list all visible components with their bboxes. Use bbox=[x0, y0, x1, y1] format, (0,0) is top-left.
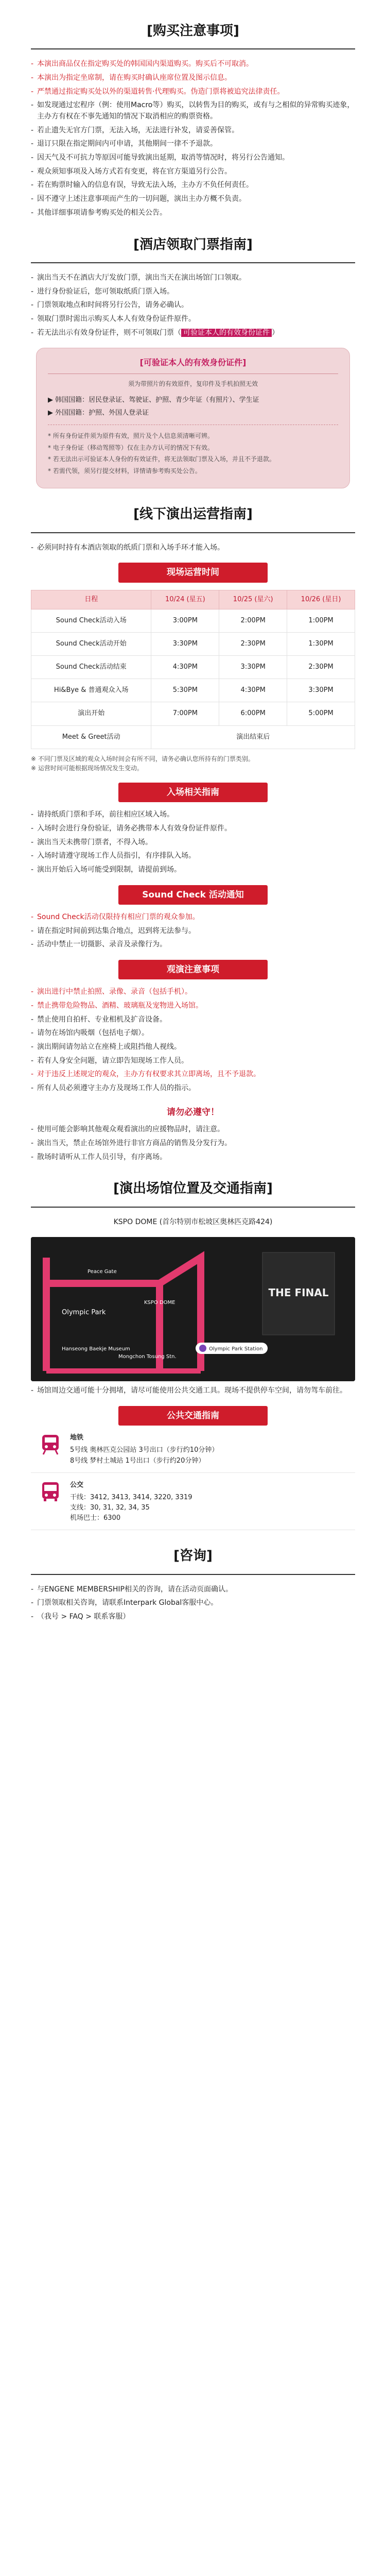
map-label: Hanseong Baekje Museum bbox=[62, 1346, 130, 1352]
section-title-inquiry: [咨询] bbox=[31, 1546, 355, 1574]
bus-icon bbox=[31, 1480, 70, 1503]
purchase-notes-list bbox=[31, 59, 355, 218]
inquiry-item: - 与ENGENE MEMBERSHIP相关的咨询，请在活动页面确认。 bbox=[31, 1584, 355, 1596]
table-cell: 演出结束后 bbox=[151, 725, 355, 749]
table-cell: 1:30PM bbox=[287, 632, 355, 655]
pickup-note: - 门票领取地点和时间将另行公告，请务必确认。 bbox=[31, 300, 355, 311]
table-cell: 2:30PM bbox=[287, 656, 355, 679]
table-cell: Sound Check活动入场 bbox=[31, 609, 151, 632]
inquiry-list bbox=[31, 1584, 355, 1623]
transport-label: 公共交通指南 bbox=[118, 1406, 268, 1426]
rules-item: - 演出期间请勿站立在座椅上或阻挡他人视线。 bbox=[31, 1042, 355, 1053]
table-row bbox=[31, 702, 355, 725]
venue-notice bbox=[31, 1385, 355, 1397]
table-cell: 2:00PM bbox=[219, 609, 287, 632]
bus-line: 支线：30, 31, 32, 34, 35 bbox=[70, 1503, 150, 1512]
subway-text bbox=[70, 1433, 218, 1466]
please-list bbox=[31, 1124, 355, 1163]
pickup-note: - 演出当天不在酒店大厅发放门票，演出当天在演出场馆门口领取。 bbox=[31, 273, 355, 284]
table-cell: Sound Check活动开始 bbox=[31, 632, 151, 655]
map-station-label: Olympic Park Station bbox=[209, 1346, 263, 1352]
table-cell: 3:30PM bbox=[151, 632, 219, 655]
table-row bbox=[31, 656, 355, 679]
table-cell: 3:30PM bbox=[219, 656, 287, 679]
entry-item: - 演出开始后入场可能受到限制，请提前到场。 bbox=[31, 865, 355, 876]
map-label: KSPO DOME bbox=[144, 1300, 176, 1306]
purchase-note: - 本演出商品仅在指定购买处的韩国国内渠道购买。购买后不可取消。 bbox=[31, 59, 355, 70]
table-cell: 6:00PM bbox=[219, 702, 287, 725]
rules-item: - 对于违反上述规定的观众，主办方有权要求其立即离场，且不予退款。 bbox=[31, 1069, 355, 1080]
inquiry-item: - （我号 > FAQ > 联系客服） bbox=[31, 1612, 355, 1623]
subway-line: 8号线 梦村土城站 1号出口（步行约20分钟） bbox=[70, 1456, 205, 1465]
section-title-operations: [线下演出运营指南] bbox=[31, 504, 355, 533]
map-svg bbox=[31, 1237, 355, 1381]
purchase-note: - 其他详细事项请参考购买处的相关公告。 bbox=[31, 208, 355, 219]
schedule-label: 现场运营时间 bbox=[118, 563, 268, 582]
venue-notice-text: - 场馆周边交通可能十分拥堵，请尽可能使用公共交通工具。现场不提供停车空间，请勿驾车前往。 bbox=[31, 1385, 355, 1397]
purchase-note: - 本演出为指定坐席制，请在购买时确认座席位置及图示信息。 bbox=[31, 73, 355, 84]
table-cell: 1:00PM bbox=[287, 609, 355, 632]
rules-item: - 请勿在场馆内吸烟（包括电子烟）。 bbox=[31, 1028, 355, 1039]
bus-text bbox=[70, 1480, 192, 1524]
table-cell: 5:00PM bbox=[287, 702, 355, 725]
table-cell: Hi&Bye & 普通观众入场 bbox=[31, 679, 151, 702]
inquiry-item: - 门票领取相关咨询，请联系Interpark Global客服中心。 bbox=[31, 1598, 355, 1609]
purchase-note: - 严禁通过指定购买处以外的渠道转售·代理购买。伪造门票将被追究法律责任。 bbox=[31, 87, 355, 98]
soundcheck-item: - Sound Check活动仅限持有相应门票的观众参加。 bbox=[31, 912, 355, 923]
table-cell: Sound Check活动结束 bbox=[31, 656, 151, 679]
table-row bbox=[31, 725, 355, 749]
rules-item: - 禁止携带危险物品、酒精、玻璃瓶及宠物进入场馆。 bbox=[31, 1001, 355, 1012]
purchase-note: - 退订只限在指定期间内可申请，其他期间一律不予退款。 bbox=[31, 139, 355, 150]
entry-list bbox=[31, 809, 355, 875]
pickup-note: - 领取门票时需出示购买人本人有效身份证件原件。 bbox=[31, 314, 355, 325]
table-cell: 4:30PM bbox=[151, 656, 219, 679]
purchase-note: - 若止遗失无官方门票，无法入场，无法进行补发，请妥善保管。 bbox=[31, 125, 355, 137]
map-label: Mongchon Tosung Stn. bbox=[118, 1354, 177, 1360]
table-note: ※ 运营时间可能根据现场情况发生变动。 bbox=[31, 765, 143, 772]
id-note: * 若需代领，须另行提交材料，详情请参考购买处公告。 bbox=[48, 467, 201, 474]
bus-line: 机场巴士：6300 bbox=[70, 1514, 121, 1522]
id-box-title: [可验证本人的有效身份证件] bbox=[48, 357, 338, 374]
subway-icon bbox=[31, 1433, 70, 1455]
soundcheck-item: - 请在指定时间前到达集合地点，迟到将无法参与。 bbox=[31, 926, 355, 937]
subway-row bbox=[31, 1433, 355, 1472]
table-cell: 5:30PM bbox=[151, 679, 219, 702]
highlight-prefix: 若无法出示有效身份证件，则不可领取门票（ bbox=[37, 328, 181, 337]
rules-list bbox=[31, 987, 355, 1094]
please-item: - 散场时请听从工作人员引导，有序离场。 bbox=[31, 1152, 355, 1163]
ticket-pickup-list bbox=[31, 273, 355, 338]
section-title-ticket-pickup: [酒店领取门票指南] bbox=[31, 234, 355, 263]
schedule-table bbox=[31, 590, 355, 749]
purchase-note: - 因不遵守上述注意事项而产生的一切问题，演出主办方概不负责。 bbox=[31, 194, 355, 205]
map-park-label: Olympic Park bbox=[62, 1309, 106, 1317]
rules-label: 观演注意事项 bbox=[118, 960, 268, 979]
id-item-korean: ▶ 韩国国籍：居民登录证、驾驶证、护照、青少年证（有照片）、学生证 bbox=[48, 396, 259, 404]
venue-map bbox=[31, 1237, 355, 1381]
highlight-text: 可验证本人的有效身份证件 bbox=[181, 329, 272, 337]
please-item: - 演出当天，禁止在场馆外进行非官方商品的销售及分发行为。 bbox=[31, 1138, 355, 1149]
bus-row bbox=[31, 1480, 355, 1531]
operations-intro bbox=[31, 543, 355, 554]
table-header: 10/24 (星五) bbox=[151, 590, 219, 609]
table-header: 10/25 (星六) bbox=[219, 590, 287, 609]
table-row bbox=[31, 679, 355, 702]
highlight-suffix: ） bbox=[272, 328, 279, 337]
table-cell: 2:30PM bbox=[219, 632, 287, 655]
pickup-note: - 进行身份验证后，您可领取纸质门票入场。 bbox=[31, 286, 355, 298]
entry-item: - 演出当天未携带门票者，不得入场。 bbox=[31, 837, 355, 849]
table-note: ※ 不同门票及区域的观众入场时间会有所不同，请务必确认您所持有的门票类别。 bbox=[31, 755, 254, 762]
table-cell: 3:00PM bbox=[151, 609, 219, 632]
table-cell: 3:30PM bbox=[287, 679, 355, 702]
table-cell: 演出开始 bbox=[31, 702, 151, 725]
table-row bbox=[31, 632, 355, 655]
purchase-note: - 如发现通过宏程序（例：使用Macro等）购买，以转售为目的购买，或有与之相似的异常购买迹象，主办方有权在不事先通知的情况下取消相应的购票资格。 bbox=[31, 100, 355, 122]
id-requirements-box bbox=[36, 348, 350, 488]
purchase-note: - 因天气及不可抗力等原因可能导致演出延期，取消等情况时，将另行公告通知。 bbox=[31, 152, 355, 164]
section-title-purchase: [购买注意事项] bbox=[31, 21, 355, 49]
soundcheck-item: - 活动中禁止一切摄影、录音及录像行为。 bbox=[31, 939, 355, 951]
section-title-venue: [演出场馆位置及交通指南] bbox=[31, 1178, 355, 1207]
rules-item: - 演出进行中禁止拍照、录像、录音（包括手机）。 bbox=[31, 987, 355, 998]
id-item-foreign: ▶ 外国国籍：护照、外国人登录证 bbox=[48, 409, 149, 417]
subway-title: 地铁 bbox=[70, 1434, 84, 1442]
id-note: * 电子身份证（移动驾照等）仅在主办方认可的情况下有效。 bbox=[48, 444, 214, 451]
soundcheck-list bbox=[31, 912, 355, 951]
purchase-note: - 若在购票时输入的信息有误，导致无法入场，主办方不负任何责任。 bbox=[31, 180, 355, 191]
id-note: * 若无法出示可验证本人身份的有效证件，将无法领取门票及入场，并且不予退款。 bbox=[48, 455, 275, 463]
table-row bbox=[31, 609, 355, 632]
table-header: 10/26 (星日) bbox=[287, 590, 355, 609]
operations-intro-text: - 必须同时持有本酒店领取的纸质门票和入场手环才能入场。 bbox=[31, 543, 355, 554]
map-label: Peace Gate bbox=[87, 1269, 117, 1275]
bus-title: 公交 bbox=[70, 1481, 84, 1489]
bus-line: 干线：3412, 3413, 3414, 3220, 3319 bbox=[70, 1493, 192, 1501]
table-header: 日程 bbox=[31, 590, 151, 609]
rules-item: - 禁止使用自拍杆、专业相机及扩音设备。 bbox=[31, 1014, 355, 1026]
table-cell: 7:00PM bbox=[151, 702, 219, 725]
entry-item: - 入场时请遵守现场工作人员指引，有序排队入场。 bbox=[31, 851, 355, 862]
id-box-subtitle: 须为带照片的有效原件，复印件及手机拍照无效 bbox=[128, 380, 258, 388]
subway-line: 5号线 奥林匹克公园站 3号出口（步行约10分钟） bbox=[70, 1446, 219, 1454]
entry-item: - 请持纸质门票和手环，前往相应区域入场。 bbox=[31, 809, 355, 821]
soundcheck-label: Sound Check 活动通知 bbox=[118, 885, 268, 905]
map-poster-text: THE FINAL bbox=[268, 1286, 329, 1299]
table-cell: 4:30PM bbox=[219, 679, 287, 702]
please-item: - 使用可能会影响其他观众观看演出的应援物品时，请注意。 bbox=[31, 1124, 355, 1136]
rules-item: - 所有人员必须遵守主办方及现场工作人员的指示。 bbox=[31, 1083, 355, 1094]
entry-label: 入场相关指南 bbox=[118, 783, 268, 802]
purchase-note: - 观众须知事项及入场方式若有变更，将在官方渠道另行公告。 bbox=[31, 166, 355, 178]
venue-address: KSPO DOME (首尔特别市松坡区奥林匹克路424) bbox=[113, 1217, 273, 1226]
entry-item: - 入场时会进行身份验证，请务必携带本人有效身份证件原件。 bbox=[31, 823, 355, 835]
pickup-note-highlight bbox=[31, 328, 355, 339]
rules-item: - 若有人身安全问题，请立即告知现场工作人员。 bbox=[31, 1056, 355, 1067]
id-note: * 所有身份证件须为原件有效，照片及个人信息须清晰可辨。 bbox=[48, 432, 214, 439]
table-cell: Meet & Greet活动 bbox=[31, 725, 151, 749]
please-observe-label: 请勿必遵守！ bbox=[167, 1107, 219, 1117]
